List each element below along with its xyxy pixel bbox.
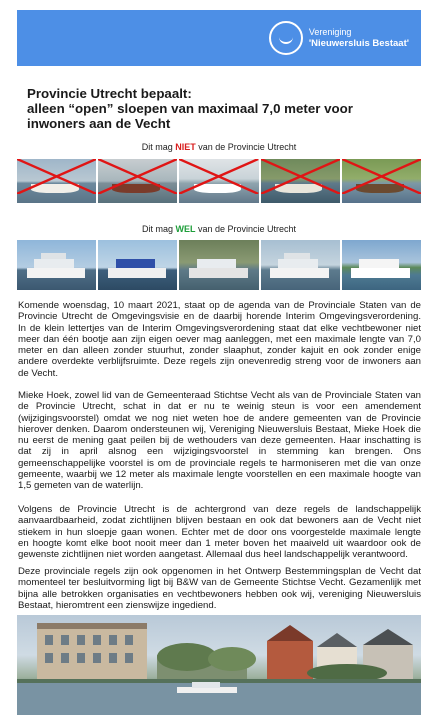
text-line: hierover denken. Daarom ondersteunen wij, Vereniging Nieuwersluis Bestaat, Mieke Hoek die	[18, 423, 421, 435]
text-line: In de klein lettertjes van de Interim Omgevingsverordening staat dat elke vechtbewoner niet	[18, 322, 421, 334]
title-line-3: inwoners aan de Vecht	[27, 116, 171, 131]
paragraph-4	[18, 566, 421, 611]
text-line: aanvaardbaarheid, zodat zichtlijnen blijven bestaan en ook dat bewoners aan de Vecht niet	[18, 515, 421, 527]
caption-prefix: Dit mag	[141, 224, 176, 234]
paragraph-3	[18, 504, 421, 560]
text-line: 1,5 gemeten van de waterlijn.	[18, 480, 144, 492]
boat-photo	[17, 240, 96, 290]
boat-photo	[342, 240, 421, 290]
sluice-logo-icon	[269, 21, 303, 55]
caption-highlight-allowed: WEL	[175, 224, 196, 234]
crossed-boat-photo	[261, 159, 340, 203]
vecht-river-photo	[17, 615, 421, 715]
text-line: de Vecht.	[18, 367, 59, 379]
logo-text	[309, 27, 409, 49]
logo-line-1: Vereniging	[308, 27, 352, 37]
caption-allowed	[0, 224, 438, 234]
not-allowed-photos	[17, 159, 421, 203]
text-line: meter en dan alleen zonder stuurhut, zonder slaaphut, zonder kajuit en ook zonder enige	[18, 345, 421, 357]
text-line: stiekem in hun sloepje gaan wonen. Echter met de door ons voorgestelde maximale lengte	[18, 526, 421, 538]
crossed-boat-photo	[17, 159, 96, 203]
paragraph-2	[18, 390, 421, 492]
crossed-boat-photo	[342, 159, 421, 203]
text-line: bijna alle betrokken organisaties en vechtbewoners hebben ook wij, vereniging Nieuwersluis	[18, 588, 421, 600]
text-line: meer dan één bootje aan zijn eigen oever mag aanleggen, met een maximale lengte van 7,0	[18, 333, 421, 345]
text-line: Bestaat, hieromtrent een zienswijze ingediend.	[18, 599, 217, 611]
text-line: Komende woensdag, 10 maart 2021, staat op de agenda van de Provinciale Staten van de	[18, 300, 421, 311]
paragraph-1	[18, 300, 421, 379]
text-line: de Provincie Utrecht, schat in dat er nu te weinig steun is voor een amendement	[18, 401, 421, 413]
caption-suffix: van de Provincie Utrecht	[195, 142, 297, 152]
text-line: Volgens de Provincie Utrecht is de achtergrond van deze regels de landschappelijk	[18, 504, 421, 515]
text-line: gemeenschappelijke voorstel is om de provinciale regels te harmoniseren met die van onze	[18, 457, 421, 469]
caption-highlight-not: NIET	[175, 142, 196, 152]
article-title	[27, 86, 417, 131]
allowed-photos	[17, 240, 421, 290]
text-line: (wijzigingsvoorstel) omdat we nog niet weten hoe de andere gemeenten van de Provincie	[18, 412, 421, 424]
text-line: Mieke Hoek, zowel lid van de Gemeenteraad Stichtse Vecht als van de Provinciale Staten van	[18, 390, 421, 401]
text-line: dat zij in april alsnog een wijzigingsvoorstel in stemming kan brengen. Ons	[18, 446, 421, 458]
crossed-boat-photo	[98, 159, 177, 203]
caption-suffix: van de Provincie Utrecht	[195, 224, 297, 234]
caption-prefix: Dit mag	[141, 142, 176, 152]
text-line: momenteel ter besluitvorming ligt bij B&W van de Gemeente Stichtse Vecht. Gezamenlijk met	[18, 577, 421, 589]
caption-not-allowed	[0, 142, 438, 152]
boat-photo	[179, 240, 258, 290]
logo-line-2: 'Nieuwersluis Bestaat'	[308, 38, 409, 49]
title-line-2: alleen “open” sloepen van maximaal 7,0 meter voor	[27, 101, 353, 116]
crossed-boat-photo	[179, 159, 258, 203]
title-line-1: Provincie Utrecht bepaalt:	[27, 86, 192, 101]
river-scene-illustration	[17, 615, 421, 715]
text-line: en hoogte komt elke boot nooit meer dan 1 meter boven het maaiveld uit waardoor ook de	[18, 537, 421, 549]
boat-photo	[98, 240, 177, 290]
header-banner	[17, 10, 421, 66]
boat-photo	[261, 240, 340, 290]
association-logo	[269, 21, 409, 55]
text-line: gewenste zichtlijnen niet worden aangetast. Allemaal dus heel landschappelijk verantwoord.	[18, 549, 408, 561]
text-line: Provincie Utrecht de Omgevingsvisie en de daarbij horende Interim Omgevingsverordening.	[18, 311, 421, 323]
text-line: Deze provinciale regels zijn ook opgenomen in het Ontwerp Bestemmingsplan de Vecht dat	[18, 566, 421, 577]
text-line: nu eerst de mening gaat peilen bij de wethouders van deze gemeenten. Haar inschatting is	[18, 435, 421, 447]
text-line: gemeente, waarbij we 12 meter als maximale lengte voorstellen en een maximale hoogte van	[18, 469, 421, 481]
text-line: andere overdekte verblijfsruimte. Deze regels zijn onevenredig streng voor de inwoners aan	[18, 356, 421, 368]
